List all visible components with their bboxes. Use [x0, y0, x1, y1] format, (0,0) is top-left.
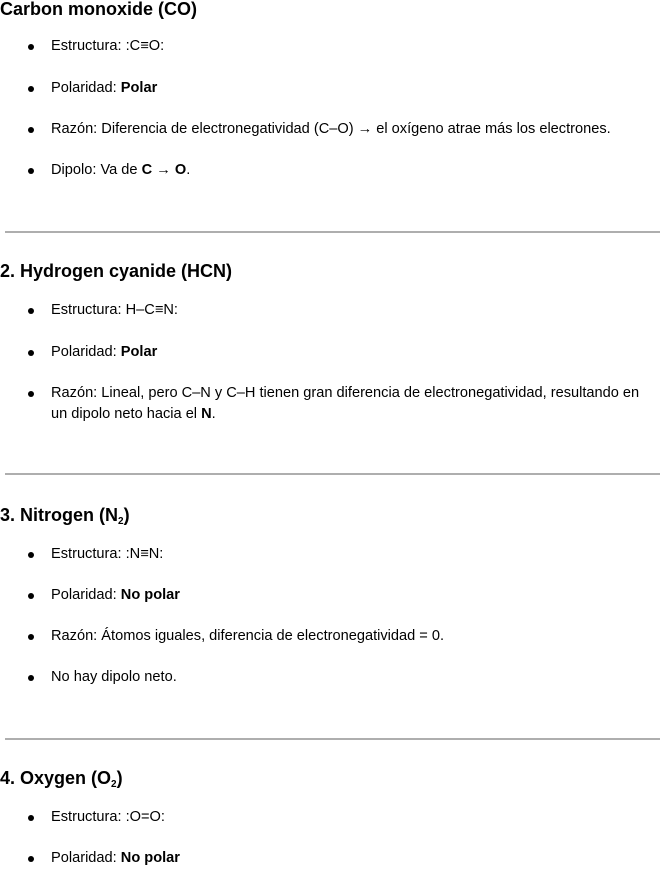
section-title-co: Carbon monoxide (CO)	[0, 0, 197, 19]
list-item-estructura-hcn	[51, 300, 657, 321]
section-divider	[5, 231, 660, 233]
section-divider	[5, 473, 660, 475]
razon-end: .	[211, 406, 216, 422]
polaridad-value: No polar	[120, 587, 180, 603]
polaridad-label: Polaridad:	[51, 80, 117, 96]
list-item-polaridad-co	[51, 78, 657, 99]
section-title-hcn: 2. Hydrogen cyanide (HCN)	[0, 261, 233, 281]
title-prefix: 4. Oxygen (O	[0, 768, 112, 788]
list-item-estructura-o2	[51, 807, 657, 828]
list-item-polaridad-n2	[51, 585, 657, 606]
list-item-dipolo-co	[51, 160, 657, 181]
section-title-n2	[0, 504, 130, 530]
polaridad-value: No polar	[120, 850, 180, 866]
section-divider	[5, 738, 660, 740]
title-subscript: 2	[111, 779, 117, 790]
polaridad-label: Polaridad:	[51, 344, 117, 360]
title-subscript: 2	[118, 516, 124, 527]
title-suffix: )	[116, 768, 123, 788]
estructura-label: Estructura:	[51, 302, 122, 318]
estructura-value: H–C≡N:	[125, 302, 178, 318]
estructura-value: :C≡O:	[125, 38, 165, 54]
list-item-polaridad-hcn	[51, 342, 657, 363]
polaridad-value: Polar	[120, 344, 158, 360]
dipolo-to: O	[174, 162, 187, 178]
polaridad-value: Polar	[120, 80, 158, 96]
polaridad-label: Polaridad:	[51, 850, 117, 866]
dipolo-from: C	[141, 162, 153, 178]
list-item-estructura-co	[51, 36, 657, 57]
list-item-razon-co: Razón: Diferencia de electronegatividad (C–O) → el oxígeno atrae más los electrones.	[51, 119, 657, 140]
arrow-icon: →	[156, 162, 171, 178]
estructura-label: Estructura:	[51, 546, 122, 562]
dipolo-end: .	[186, 162, 191, 178]
dipolo-prefix: Dipolo: Va de	[51, 162, 138, 178]
section-title-o2	[0, 767, 123, 793]
list-item-polaridad-o2	[51, 848, 657, 869]
razon-bold: N	[201, 406, 212, 422]
list-item-dipolo-n2: No hay dipolo neto.	[51, 667, 657, 688]
estructura-value: :O=O:	[125, 809, 165, 825]
estructura-label: Estructura:	[51, 38, 122, 54]
razon-text: Razón: Lineal, pero C–N y C–H tienen gran diferencia de electronegatividad, resultando en un dipolo neto hacia el	[51, 385, 640, 422]
polaridad-label: Polaridad:	[51, 587, 117, 603]
estructura-value: :N≡N:	[125, 546, 164, 562]
list-item-razon-n2: Razón: Átomos iguales, diferencia de electronegatividad = 0.	[51, 626, 657, 647]
estructura-label: Estructura:	[51, 809, 122, 825]
title-prefix: 3. Nitrogen (N	[0, 505, 119, 525]
title-suffix: )	[123, 505, 130, 525]
list-item-razon-hcn	[51, 383, 657, 425]
list-item-estructura-n2	[51, 544, 657, 565]
